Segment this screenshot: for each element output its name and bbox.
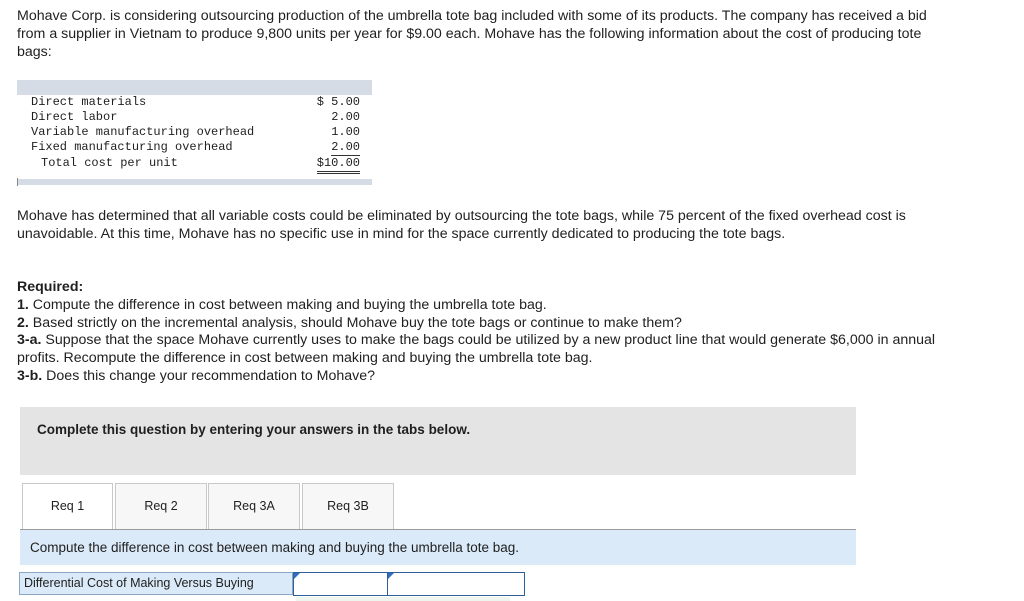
cost-value: $ 5.00 xyxy=(316,95,360,109)
scroll-shadow xyxy=(296,597,510,601)
requirement-3a xyxy=(17,332,952,368)
instruction-text: Complete this question by entering your answers in the tabs below. xyxy=(37,422,471,437)
cost-value: 1.00 xyxy=(331,125,360,139)
cost-label: Variable manufacturing overhead xyxy=(31,125,255,139)
cost-value: 2.00 xyxy=(331,110,360,124)
requirement-text: Compute the difference in cost between making and buying the umbrella tote bag. xyxy=(28,296,547,313)
intro-paragraph: Mohave Corp. is considering outsourcing production of the umbrella tote bag included with some of its products. The company has received a bid from a supplier in Vietnam to produce 9,800 units per year for $9.00 each. Mohave has the following information about the cost of producing tote bags: xyxy=(17,8,927,60)
tab-req-3b[interactable]: Req 3B xyxy=(302,483,394,530)
cost-table xyxy=(17,80,372,186)
requirement-number: 3-b. xyxy=(17,367,43,384)
cost-row-direct-labor xyxy=(17,110,372,125)
cost-value: $10.00 xyxy=(317,156,360,174)
cost-value: 2.00 xyxy=(331,140,360,154)
requirement-2 xyxy=(17,315,952,333)
requirement-3b xyxy=(17,368,952,386)
requirement-text: Does this change your recommendation to Mohave? xyxy=(42,367,376,384)
variable-costs-paragraph: Mohave has determined that all variable costs could be eliminated by outsourcing the tote bags, while 75 percent of the fixed overhead cost is unavoidable. At this time, Mohave has no specific use in mind for the space currently dedicated to producing the tote bags. xyxy=(17,208,906,242)
answer-row-label: Differential Cost of Making Versus Buying xyxy=(19,572,293,595)
requirement-text: Suppose that the space Mohave currently uses to make the bags could be utilized by a new product line that would generate $6,000 in annual profits. Recompute the difference in cost between making and buying the umbrella tote bag. xyxy=(17,332,936,367)
table-footer-band xyxy=(17,179,372,185)
prompt-text: Compute the difference in cost between making and buying the umbrella tote bag. xyxy=(30,540,520,555)
question-prompt xyxy=(20,530,856,565)
table-header-band xyxy=(17,80,372,95)
flag-icon xyxy=(294,573,300,579)
cost-row-total xyxy=(17,156,372,171)
cost-row-direct-materials xyxy=(17,95,372,110)
table-divider xyxy=(17,178,18,186)
cost-row-fixed-overhead xyxy=(17,140,372,155)
requirement-1 xyxy=(17,297,952,315)
tab-req-2[interactable]: Req 2 xyxy=(115,483,207,530)
cost-row-variable-overhead xyxy=(17,125,372,140)
cost-label: Total cost per unit xyxy=(41,156,178,170)
tab-req-3a[interactable]: Req 3A xyxy=(208,483,300,530)
cost-label: Direct materials xyxy=(31,95,147,109)
required-heading: Required: xyxy=(17,279,84,295)
flag-icon xyxy=(388,573,394,579)
requirement-number: 3-a. xyxy=(17,332,42,349)
instruction-banner xyxy=(20,407,856,475)
requirement-text: Based strictly on the incremental analysis, should Mohave buy the tote bags or continue to make them? xyxy=(28,314,682,331)
cost-label: Fixed manufacturing overhead xyxy=(31,140,233,154)
cost-label: Direct labor xyxy=(31,110,118,124)
required-section xyxy=(17,279,952,386)
answer-input-1[interactable] xyxy=(293,572,388,596)
requirement-number: 1. xyxy=(17,296,29,313)
tab-req-1[interactable]: Req 1 xyxy=(22,483,113,530)
requirement-number: 2. xyxy=(17,314,29,331)
answer-input-2[interactable] xyxy=(387,572,525,596)
